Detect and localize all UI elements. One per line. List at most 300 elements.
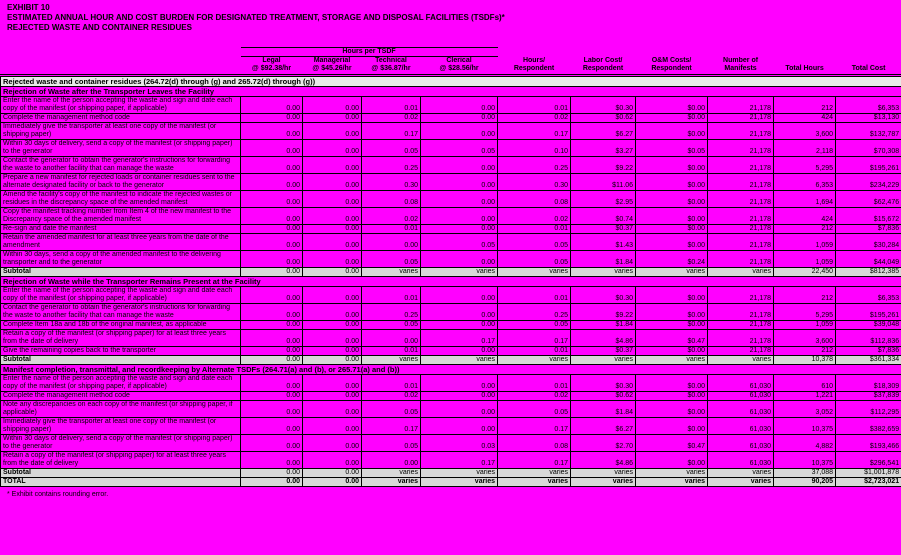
value-cell: $0.62 <box>571 114 636 123</box>
value-cell: 0.05 <box>498 251 571 268</box>
value-cell: 0.02 <box>498 392 571 401</box>
value-cell: 0.25 <box>362 304 421 321</box>
value-cell: $195,261 <box>836 157 901 174</box>
row-label: Subtotal <box>1 268 241 277</box>
value-cell: $2.70 <box>571 435 636 452</box>
value-cell: 0.00 <box>421 114 498 123</box>
value-cell: varies <box>571 469 636 478</box>
table-row <box>1 392 901 401</box>
table-row <box>1 321 901 330</box>
value-cell: $0.47 <box>636 330 708 347</box>
value-cell: 0.00 <box>303 234 362 251</box>
value-cell: $0.00 <box>636 287 708 304</box>
value-cell: varies <box>636 478 708 487</box>
value-cell: $112,836 <box>836 330 901 347</box>
value-cell: $70,308 <box>836 140 901 157</box>
value-cell: 0.00 <box>303 347 362 356</box>
value-cell: 0.00 <box>241 330 303 347</box>
table-row <box>1 123 901 140</box>
value-cell: $6.27 <box>571 123 636 140</box>
value-cell: 0.00 <box>421 304 498 321</box>
value-cell: $0.47 <box>636 435 708 452</box>
value-cell: 1,694 <box>774 191 836 208</box>
value-cell: 0.00 <box>421 392 498 401</box>
exhibit-title: ESTIMATED ANNUAL HOUR AND COST BURDEN FOR DESIGNATED TREATMENT, STORAGE AND DISPOSAL FACILITIES (TSDFs)* <box>7 13 505 22</box>
value-cell: 0.01 <box>498 287 571 304</box>
subtotal-row <box>1 356 901 365</box>
subtotal-row <box>1 268 901 277</box>
value-cell: $2.95 <box>571 191 636 208</box>
value-cell: 0.00 <box>241 157 303 174</box>
value-cell: 212 <box>774 347 836 356</box>
value-cell: $0.00 <box>636 114 708 123</box>
value-cell: 0.00 <box>421 287 498 304</box>
value-cell: 21,178 <box>708 287 774 304</box>
value-cell: 0.05 <box>498 321 571 330</box>
value-cell: 22,450 <box>774 268 836 277</box>
value-cell: $1.84 <box>571 401 636 418</box>
value-cell: $0.00 <box>636 321 708 330</box>
value-cell: 0.25 <box>498 157 571 174</box>
value-cell: 212 <box>774 287 836 304</box>
label-column-header <box>1 57 241 76</box>
row-label: Retain a copy of the manifest (or shipping paper) for at least three years from the date of delivery <box>1 330 241 347</box>
value-cell: 0.00 <box>303 418 362 435</box>
value-cell: 21,178 <box>708 191 774 208</box>
value-cell: 21,178 <box>708 251 774 268</box>
column-header <box>708 57 774 76</box>
value-cell: $0.00 <box>636 418 708 435</box>
value-cell: 0.00 <box>241 304 303 321</box>
value-cell: 61,030 <box>708 375 774 392</box>
value-cell: 61,030 <box>708 418 774 435</box>
table-row <box>1 304 901 321</box>
value-cell: 0.05 <box>362 401 421 418</box>
value-cell: varies <box>421 478 498 487</box>
value-cell: 0.00 <box>241 347 303 356</box>
column-header <box>636 57 708 76</box>
column-header-line1: O&M Costs/ <box>651 57 692 64</box>
table-row <box>1 287 901 304</box>
value-cell: 3,600 <box>774 123 836 140</box>
row-label: Retain the amended manifest for at least three years from the date of the amendment <box>1 234 241 251</box>
value-cell: 0.00 <box>421 321 498 330</box>
table-row <box>1 347 901 356</box>
value-cell: 0.00 <box>362 452 421 469</box>
value-cell: $6,353 <box>836 287 901 304</box>
value-cell: $37,839 <box>836 392 901 401</box>
value-cell: 0.00 <box>303 321 362 330</box>
value-cell: 212 <box>774 97 836 114</box>
value-cell: 21,178 <box>708 140 774 157</box>
subsection-header-row <box>1 87 901 97</box>
value-cell: 0.00 <box>303 268 362 277</box>
row-label: Contact the generator to obtain the generator's instructions for forwarding the waste to another facility that can manage the waste <box>1 304 241 321</box>
value-cell: 0.00 <box>303 123 362 140</box>
value-cell: varies <box>708 356 774 365</box>
value-cell: 0.00 <box>241 392 303 401</box>
value-cell: 0.00 <box>303 392 362 401</box>
column-header-line2: @ $45.26/hr <box>312 65 352 72</box>
column-header <box>836 57 901 76</box>
value-cell: $1,001,878 <box>836 469 901 478</box>
value-cell: 0.00 <box>303 225 362 234</box>
value-cell: 0.00 <box>421 251 498 268</box>
value-cell: $0.00 <box>636 123 708 140</box>
value-cell: 0.00 <box>241 375 303 392</box>
value-cell: 0.00 <box>421 225 498 234</box>
value-cell: 0.05 <box>362 435 421 452</box>
group-header-row <box>1 48 901 57</box>
value-cell: $0.00 <box>636 191 708 208</box>
value-cell: 21,178 <box>708 97 774 114</box>
value-cell: $812,385 <box>836 268 901 277</box>
row-label: Enter the name of the person accepting the waste and sign and date each copy of the manifest (or shipping paper, if applicable) <box>1 287 241 304</box>
value-cell: $0.00 <box>636 392 708 401</box>
row-label: Immediately give the transporter at least one copy of the manifest (or shipping paper) <box>1 123 241 140</box>
value-cell: 37,088 <box>774 469 836 478</box>
value-cell: $0.05 <box>636 140 708 157</box>
value-cell: 0.00 <box>241 208 303 225</box>
value-cell: varies <box>571 356 636 365</box>
value-cell: 90,205 <box>774 478 836 487</box>
value-cell: 0.17 <box>421 452 498 469</box>
row-label: Give the remaining copies back to the transporter <box>1 347 241 356</box>
row-label: Within 30 days, send a copy of the amended manifest to the delivering transporter and to the generator <box>1 251 241 268</box>
value-cell: $0.24 <box>636 251 708 268</box>
column-header-line2: Total Hours <box>785 65 824 72</box>
value-cell: $1.43 <box>571 234 636 251</box>
value-cell: $11.06 <box>571 174 636 191</box>
table-row <box>1 234 901 251</box>
value-cell: 0.00 <box>241 268 303 277</box>
value-cell: 0.10 <box>498 140 571 157</box>
table-row <box>1 401 901 418</box>
value-cell: 0.00 <box>303 375 362 392</box>
value-cell: $3.27 <box>571 140 636 157</box>
value-cell: $193,466 <box>836 435 901 452</box>
value-cell: 0.01 <box>362 375 421 392</box>
value-cell: $9.22 <box>571 157 636 174</box>
value-cell: 21,178 <box>708 234 774 251</box>
table-header <box>1 48 901 76</box>
column-header-line2: @ $36.87/hr <box>371 65 411 72</box>
value-cell: 0.00 <box>303 140 362 157</box>
column-header <box>571 57 636 76</box>
column-header-line2: Respondent <box>582 65 624 72</box>
value-cell: 0.01 <box>498 97 571 114</box>
value-cell: 0.05 <box>421 234 498 251</box>
value-cell: 1,059 <box>774 234 836 251</box>
value-cell: 0.00 <box>241 418 303 435</box>
row-label: TOTAL <box>1 478 241 487</box>
value-cell: 0.00 <box>303 97 362 114</box>
value-cell: 21,178 <box>708 304 774 321</box>
value-cell: $0.00 <box>636 304 708 321</box>
column-header-line2: Respondent <box>513 65 555 72</box>
value-cell: $0.00 <box>636 225 708 234</box>
value-cell: 0.01 <box>498 225 571 234</box>
value-cell: 424 <box>774 114 836 123</box>
value-cell: $0.00 <box>636 401 708 418</box>
value-cell: $6,353 <box>836 97 901 114</box>
value-cell: $0.30 <box>571 375 636 392</box>
value-cell: $234,229 <box>836 174 901 191</box>
table-row <box>1 225 901 234</box>
value-cell: 0.17 <box>498 330 571 347</box>
table-row <box>1 174 901 191</box>
value-cell: 21,178 <box>708 114 774 123</box>
value-cell: 0.05 <box>421 140 498 157</box>
table-row <box>1 251 901 268</box>
value-cell: 0.00 <box>421 418 498 435</box>
value-cell: 0.00 <box>421 375 498 392</box>
value-cell: 61,030 <box>708 435 774 452</box>
value-cell: 61,030 <box>708 452 774 469</box>
value-cell: 1,059 <box>774 321 836 330</box>
value-cell: 0.00 <box>303 469 362 478</box>
value-cell: 0.08 <box>362 191 421 208</box>
row-label: Within 30 days of delivery, send a copy of the manifest (or shipping paper) to the generator <box>1 435 241 452</box>
value-cell: 0.00 <box>421 191 498 208</box>
row-label: Complete the management method code <box>1 392 241 401</box>
value-cell: 0.00 <box>241 97 303 114</box>
value-cell: 0.05 <box>498 234 571 251</box>
value-cell: 3,600 <box>774 330 836 347</box>
value-cell: 0.00 <box>241 251 303 268</box>
value-cell: $0.37 <box>571 347 636 356</box>
value-cell: $0.00 <box>636 157 708 174</box>
value-cell: varies <box>571 478 636 487</box>
table-row <box>1 157 901 174</box>
value-cell: 0.05 <box>498 401 571 418</box>
value-cell: $2,723,021 <box>836 478 901 487</box>
value-cell: 0.00 <box>421 157 498 174</box>
value-cell: 0.03 <box>421 435 498 452</box>
value-cell: $30,284 <box>836 234 901 251</box>
value-cell: 0.02 <box>362 208 421 225</box>
value-cell: 0.17 <box>421 330 498 347</box>
value-cell: 0.01 <box>362 347 421 356</box>
value-cell: 0.02 <box>362 392 421 401</box>
value-cell: varies <box>708 478 774 487</box>
value-cell: $0.00 <box>636 347 708 356</box>
value-cell: 0.25 <box>362 157 421 174</box>
subtotal-row <box>1 469 901 478</box>
value-cell: $15,672 <box>836 208 901 225</box>
value-cell: 0.00 <box>303 191 362 208</box>
column-header-line2: Manifests <box>724 65 757 72</box>
value-cell: varies <box>708 268 774 277</box>
column-header-line1: Legal <box>262 57 281 64</box>
value-cell: 0.00 <box>303 114 362 123</box>
table-row <box>1 97 901 114</box>
value-cell: $0.62 <box>571 392 636 401</box>
table-row <box>1 435 901 452</box>
table-row <box>1 140 901 157</box>
value-cell: 10,375 <box>774 452 836 469</box>
row-label: Note any discrepancies on each copy of the manifest (or shipping paper, if applicable) <box>1 401 241 418</box>
value-cell: varies <box>362 469 421 478</box>
column-header <box>774 57 836 76</box>
column-header <box>498 57 571 76</box>
value-cell: 0.00 <box>241 225 303 234</box>
value-cell: 0.01 <box>362 225 421 234</box>
value-cell: $62,476 <box>836 191 901 208</box>
value-cell: $1.84 <box>571 251 636 268</box>
value-cell: 0.01 <box>498 347 571 356</box>
value-cell: 0.05 <box>362 321 421 330</box>
value-cell: 0.17 <box>498 123 571 140</box>
value-cell: 1,059 <box>774 251 836 268</box>
value-cell: $132,787 <box>836 123 901 140</box>
column-header <box>421 57 498 76</box>
value-cell: 6,353 <box>774 174 836 191</box>
value-cell: 0.01 <box>362 97 421 114</box>
value-cell: 0.01 <box>498 375 571 392</box>
value-cell: 212 <box>774 225 836 234</box>
row-label: Copy the manifest tracking number from Item 4 of the new manifest to the Discrepancy space of the amended manifest <box>1 208 241 225</box>
value-cell: 10,375 <box>774 418 836 435</box>
value-cell: 0.25 <box>498 304 571 321</box>
subsection-header: Manifest completion, transmittal, and recordkeeping by Alternate TSDFs (264.71(a) and (b), or 265.71(a) and (b)) <box>1 365 901 375</box>
value-cell: varies <box>498 268 571 277</box>
value-cell: 21,178 <box>708 208 774 225</box>
row-label: Complete Item 18a and 18b of the original manifest, as applicable <box>1 321 241 330</box>
value-cell: 0.00 <box>241 287 303 304</box>
value-cell: 0.00 <box>362 234 421 251</box>
column-header <box>241 57 303 76</box>
value-cell: 21,178 <box>708 225 774 234</box>
value-cell: 0.05 <box>362 140 421 157</box>
value-cell: 0.00 <box>303 287 362 304</box>
subsection-header-row <box>1 365 901 375</box>
column-header-line2: @ $92.38/hr <box>251 65 292 72</box>
value-cell: varies <box>636 469 708 478</box>
value-cell: 21,178 <box>708 157 774 174</box>
value-cell: $0.00 <box>636 234 708 251</box>
value-cell: 61,030 <box>708 392 774 401</box>
value-cell: 0.00 <box>303 452 362 469</box>
value-cell: 0.00 <box>421 208 498 225</box>
row-label: Subtotal <box>1 356 241 365</box>
table-row <box>1 452 901 469</box>
value-cell: 0.00 <box>303 356 362 365</box>
value-cell: 0.00 <box>241 435 303 452</box>
table-row <box>1 330 901 347</box>
value-cell: $0.37 <box>571 225 636 234</box>
exhibit-title-block <box>0 0 901 33</box>
section-banner-row <box>1 76 901 87</box>
value-cell: 0.00 <box>241 140 303 157</box>
exhibit-subtitle: REJECTED WASTE AND CONTAINER RESIDUES <box>7 23 192 32</box>
subsection-header: Rejection of Waste while the Transporter Remains Present at the Facility <box>1 277 901 287</box>
value-cell: 4,882 <box>774 435 836 452</box>
value-cell: 0.00 <box>241 191 303 208</box>
value-cell: 0.00 <box>241 356 303 365</box>
column-header <box>362 57 421 76</box>
value-cell: 0.00 <box>303 251 362 268</box>
value-cell: 21,178 <box>708 330 774 347</box>
value-cell: 0.00 <box>303 304 362 321</box>
column-header-line2: Total Cost <box>851 65 886 72</box>
value-cell: 21,178 <box>708 174 774 191</box>
value-cell: varies <box>571 268 636 277</box>
value-cell: varies <box>362 478 421 487</box>
row-label: Immediately give the transporter at least one copy of the manifest (or shipping paper) <box>1 418 241 435</box>
value-cell: $361,334 <box>836 356 901 365</box>
row-label: Re-sign and date the manifest <box>1 225 241 234</box>
value-cell: varies <box>636 356 708 365</box>
value-cell: 0.00 <box>241 321 303 330</box>
value-cell: 0.17 <box>362 418 421 435</box>
value-cell: $9.22 <box>571 304 636 321</box>
value-cell: 0.00 <box>421 174 498 191</box>
table-body <box>1 76 901 487</box>
value-cell: varies <box>421 356 498 365</box>
value-cell: 21,178 <box>708 123 774 140</box>
value-cell: 0.08 <box>498 191 571 208</box>
value-cell: varies <box>421 268 498 277</box>
subsection-header: Rejection of Waste after the Transporter Leaves the Facility <box>1 87 901 97</box>
value-cell: $18,309 <box>836 375 901 392</box>
value-cell: 10,378 <box>774 356 836 365</box>
value-cell: 0.00 <box>303 157 362 174</box>
row-label: Subtotal <box>1 469 241 478</box>
value-cell: 0.00 <box>241 401 303 418</box>
column-header-row <box>1 57 901 76</box>
value-cell: 610 <box>774 375 836 392</box>
value-cell: 0.00 <box>241 478 303 487</box>
table-row <box>1 191 901 208</box>
value-cell: $13,130 <box>836 114 901 123</box>
hours-per-tsdf-group-header: Hours per TSDF <box>241 48 498 57</box>
row-label: Retain a copy of the manifest (or shipping paper) for at least three years from the date of delivery <box>1 452 241 469</box>
value-cell: varies <box>498 356 571 365</box>
table-row <box>1 208 901 225</box>
value-cell: $6.27 <box>571 418 636 435</box>
value-cell: 0.08 <box>498 435 571 452</box>
value-cell: $296,541 <box>836 452 901 469</box>
value-cell: $0.30 <box>571 97 636 114</box>
value-cell: 0.02 <box>498 208 571 225</box>
value-cell: $195,261 <box>836 304 901 321</box>
column-header-line1: Technical <box>375 57 407 64</box>
column-header-line2: @ $28.56/hr <box>439 65 479 72</box>
value-cell: varies <box>362 356 421 365</box>
value-cell: 0.00 <box>421 97 498 114</box>
value-cell: 5,295 <box>774 304 836 321</box>
value-cell: varies <box>421 469 498 478</box>
value-cell: 0.30 <box>498 174 571 191</box>
value-cell: 0.00 <box>241 114 303 123</box>
right-header-spacer <box>498 48 901 57</box>
value-cell: 0.17 <box>498 418 571 435</box>
value-cell: varies <box>498 469 571 478</box>
column-header-line1: Hours/ <box>522 57 546 64</box>
value-cell: $0.00 <box>636 375 708 392</box>
value-cell: $39,048 <box>836 321 901 330</box>
row-label: Within 30 days of delivery, send a copy of the manifest (or shipping paper) to the generator <box>1 140 241 157</box>
burden-table <box>0 47 901 487</box>
table-row <box>1 375 901 392</box>
label-column-spacer <box>1 48 241 57</box>
column-header <box>303 57 362 76</box>
table-row <box>1 418 901 435</box>
value-cell: 5,295 <box>774 157 836 174</box>
value-cell: varies <box>498 478 571 487</box>
row-label: Contact the generator to obtain the generator's instructions for forwarding the waste to another facility that can manage the waste <box>1 157 241 174</box>
